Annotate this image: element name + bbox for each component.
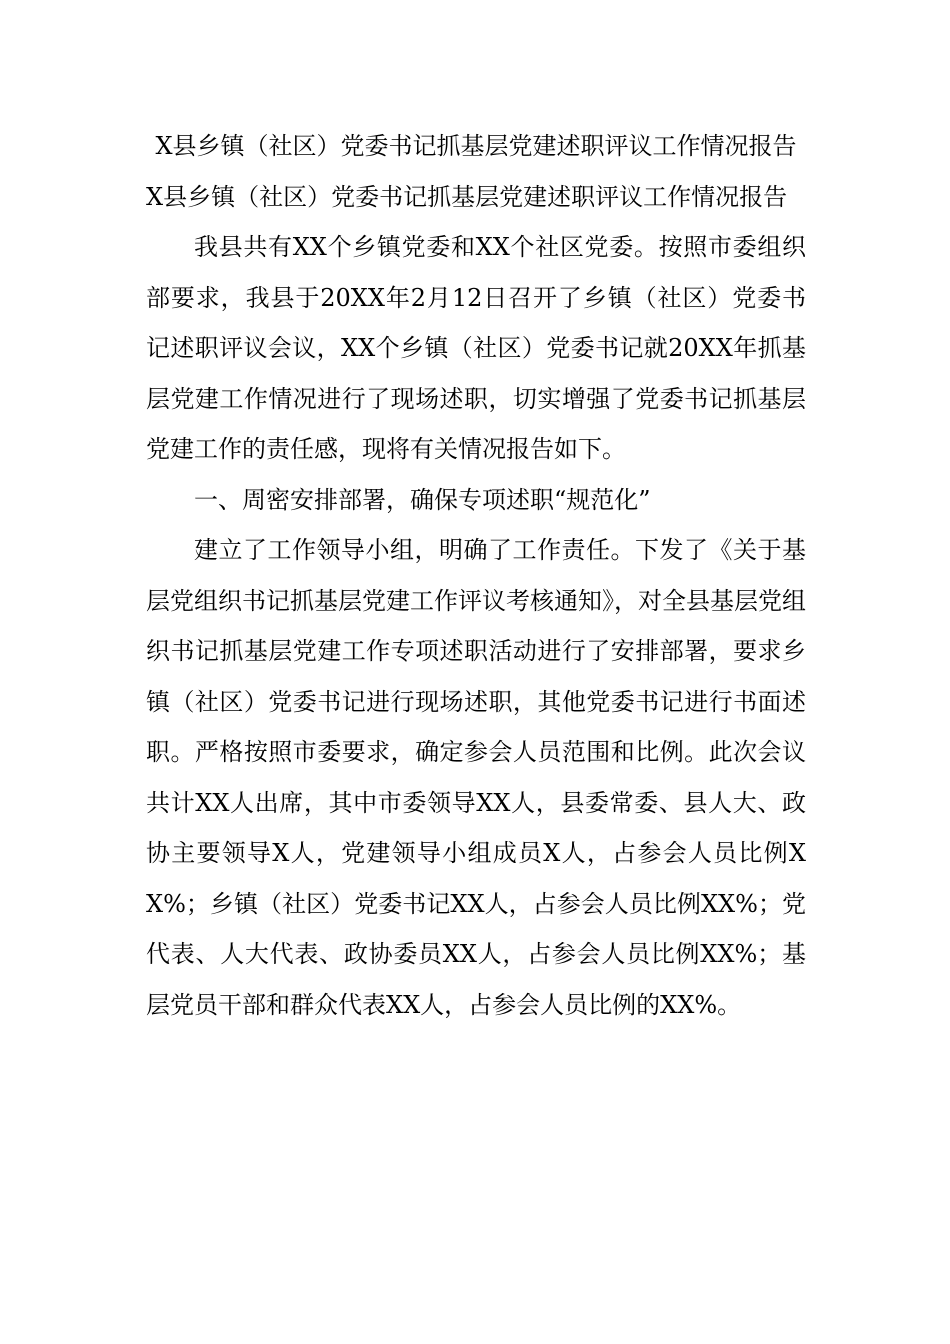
document-subtitle: X县乡镇（社区）党委书记抓基层党建述职评议工作情况报告	[146, 182, 788, 211]
section-heading-1: 一、周密安排部署，确保专项述职“规范化”	[194, 485, 651, 514]
document-title: X县乡镇（社区）党委书记抓基层党建述职评议工作情况报告	[155, 132, 797, 160]
section-1-paragraph: 建立了工作领导小组，明确了工作责任。下发了《关于基层党组织书记抓基层党建工作评议考核通知》，对全县基层党组织书记抓基层党建工作专项述职活动进行了安排部署，要求乡镇（社区）党委书记进行现场述职，其他党委书记进行书面述职。严格按照市委要求，确定参会人员范围和比例。此次会议共计XX人出席，其中市委领导XX人，县委常委、县人大、政协主要领导X人，党建领导小组成员X人，占参会人员比例XX%；乡镇（社区）党委书记XX人，占参会人员比例XX%；党代表、人大代表、政协委员XX人，占参会人员比例XX%；基层党员干部和群众代表XX人，占参会人员比例的XX%。	[146, 536, 806, 1019]
document-body	[146, 121, 806, 1030]
intro-paragraph: 我县共有XX个乡镇党委和XX个社区党委。按照市委组织部要求，我县于20XX年2月12日召开了乡镇（社区）党委书记述职评议会议，XX个乡镇（社区）党委书记就20XX年抓基层党建工作情况进行了现场述职，切实增强了党委书记抓基层党建工作的责任感，现将有关情况报告如下。	[146, 233, 806, 463]
